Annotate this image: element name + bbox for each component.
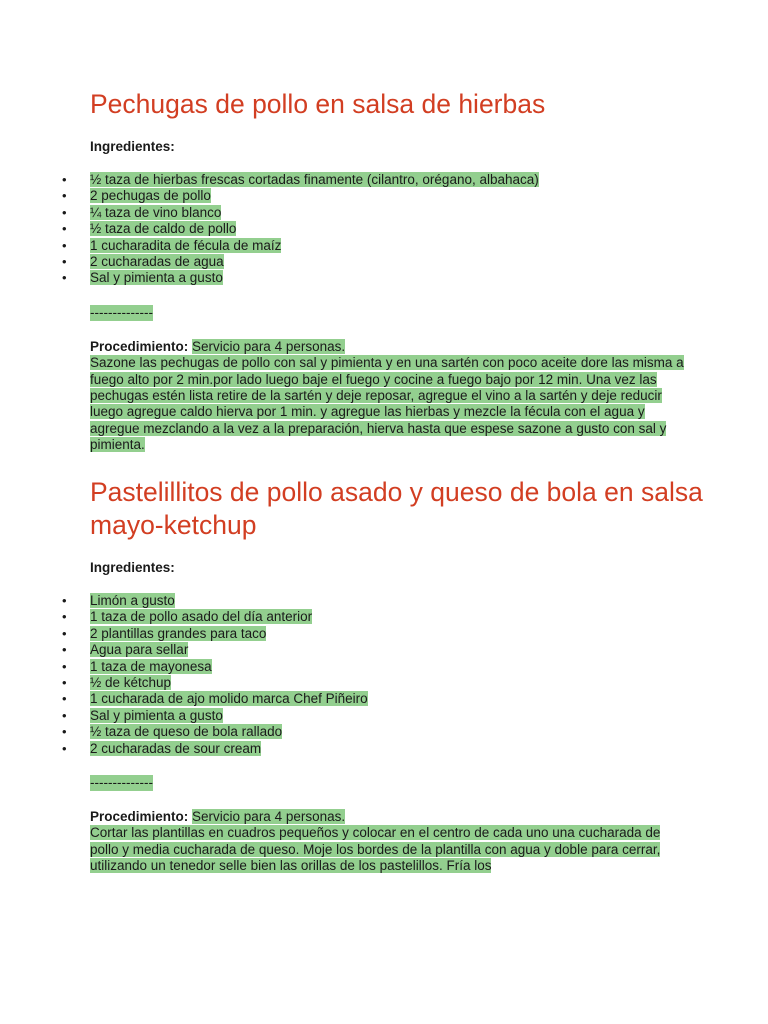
list-item <box>0 238 768 254</box>
recipe-title: Pechugas de pollo en salsa de hierbas <box>90 89 546 119</box>
list-item <box>0 626 768 642</box>
recipe-2 <box>0 476 768 875</box>
ingredient-text: 1 cucharadita de fécula de maíz <box>90 237 282 253</box>
ingredient-text: ½ taza de queso de bola rallado <box>90 724 283 740</box>
list-item <box>0 205 768 221</box>
procedure-paragraph <box>90 339 690 454</box>
servings-text: Servicio para 4 personas. <box>192 338 346 354</box>
ingredient-text: ¼ taza de vino blanco <box>90 204 222 220</box>
list-item <box>0 691 768 707</box>
list-item <box>0 659 768 675</box>
list-item <box>0 642 768 658</box>
bullet-icon: • <box>62 237 67 253</box>
bullet-icon: • <box>62 593 67 608</box>
bullet-icon: • <box>62 172 67 187</box>
ingredients-list <box>0 593 768 757</box>
list-item <box>0 724 768 740</box>
list-item <box>0 172 768 188</box>
procedure-label: Procedimiento: <box>90 809 189 825</box>
recipe-1 <box>0 88 768 454</box>
bullet-icon: • <box>62 675 67 691</box>
list-item <box>0 188 768 204</box>
ingredient-text: 1 cucharada de ajo molido marca Chef Piñeiro <box>90 691 368 707</box>
list-item <box>0 675 768 691</box>
ingredient-text: Sal y pimienta a gusto <box>90 707 223 723</box>
recipe-title: Pastelillitos de pollo asado y queso de bola en salsa mayo-ketchup <box>90 477 703 540</box>
bullet-icon: • <box>62 707 67 723</box>
ingredient-text: Agua para sellar <box>90 642 189 658</box>
bullet-icon: • <box>62 691 67 707</box>
bullet-icon: • <box>62 204 67 220</box>
bullet-icon: • <box>62 221 67 237</box>
procedure-text: Cortar las plantillas en cuadros pequeños y colocar en el centro de cada uno una cucharada de pollo y media cucharada de queso. Moje los bordes de la plantilla con agua y doble para cerrar, utilizando un tenedor selle bien las orillas de los pastelillos. Fría los <box>90 825 661 874</box>
bullet-icon: • <box>62 609 67 625</box>
ingredient-text: 2 cucharadas de sour cream <box>90 740 262 756</box>
procedure-paragraph <box>90 809 690 875</box>
bullet-icon: • <box>62 740 67 756</box>
ingredients-label: Ingredientes: <box>90 560 175 575</box>
bullet-icon: • <box>62 625 67 641</box>
ingredient-text: ½ taza de caldo de pollo <box>90 221 237 237</box>
bullet-icon: • <box>62 658 67 674</box>
bullet-icon: • <box>62 188 67 204</box>
ingredient-text: 1 taza de mayonesa <box>90 658 212 674</box>
list-item <box>0 254 768 270</box>
ingredient-text: ½ taza de hierbas frescas cortadas finamente (cilantro, orégano, albahaca) <box>90 172 539 187</box>
list-item <box>0 708 768 724</box>
bullet-icon: • <box>62 270 67 286</box>
list-item <box>0 221 768 237</box>
ingredients-list <box>0 172 768 287</box>
list-item <box>0 270 768 286</box>
bullet-icon: • <box>62 254 67 270</box>
ingredient-text: Limón a gusto <box>90 593 175 608</box>
procedure-label: Procedimiento: <box>90 338 189 354</box>
ingredient-text: 2 cucharadas de agua <box>90 254 224 270</box>
ingredient-text: 1 taza de pollo asado del día anterior <box>90 609 313 625</box>
servings-text: Servicio para 4 personas. <box>192 809 346 825</box>
list-item <box>0 593 768 609</box>
ingredients-label: Ingredientes: <box>90 139 175 154</box>
ingredient-text: 2 plantillas grandes para taco <box>90 625 267 641</box>
ingredient-text: 2 pechugas de pollo <box>90 188 211 204</box>
separator-line: -------------- <box>90 775 153 791</box>
separator-line: -------------- <box>90 304 153 320</box>
ingredient-text: ½ de kétchup <box>90 675 172 691</box>
bullet-icon: • <box>62 642 67 658</box>
ingredient-text: Sal y pimienta a gusto <box>90 270 223 286</box>
list-item <box>0 609 768 625</box>
list-item <box>0 741 768 757</box>
procedure-text: Sazone las pechugas de pollo con sal y pimienta y en una sartén con poco aceite dore las misma a fuego alto por 2 min.por lado luego baje el fuego y cocine a fuego bajo por 12 min. Una vez las pechugas estén lista retire de la sartén y deje reposar, agregue el vino a la sartén y deje reducir luego agregue caldo hierva por 1 min. y agregue las hierbas y mezcle la fécula con el agua y agregue mezclando a la vez a la preparación, hierva hasta que espese sazone a gusto con sal y pimienta. <box>90 355 684 453</box>
bullet-icon: • <box>62 724 67 740</box>
